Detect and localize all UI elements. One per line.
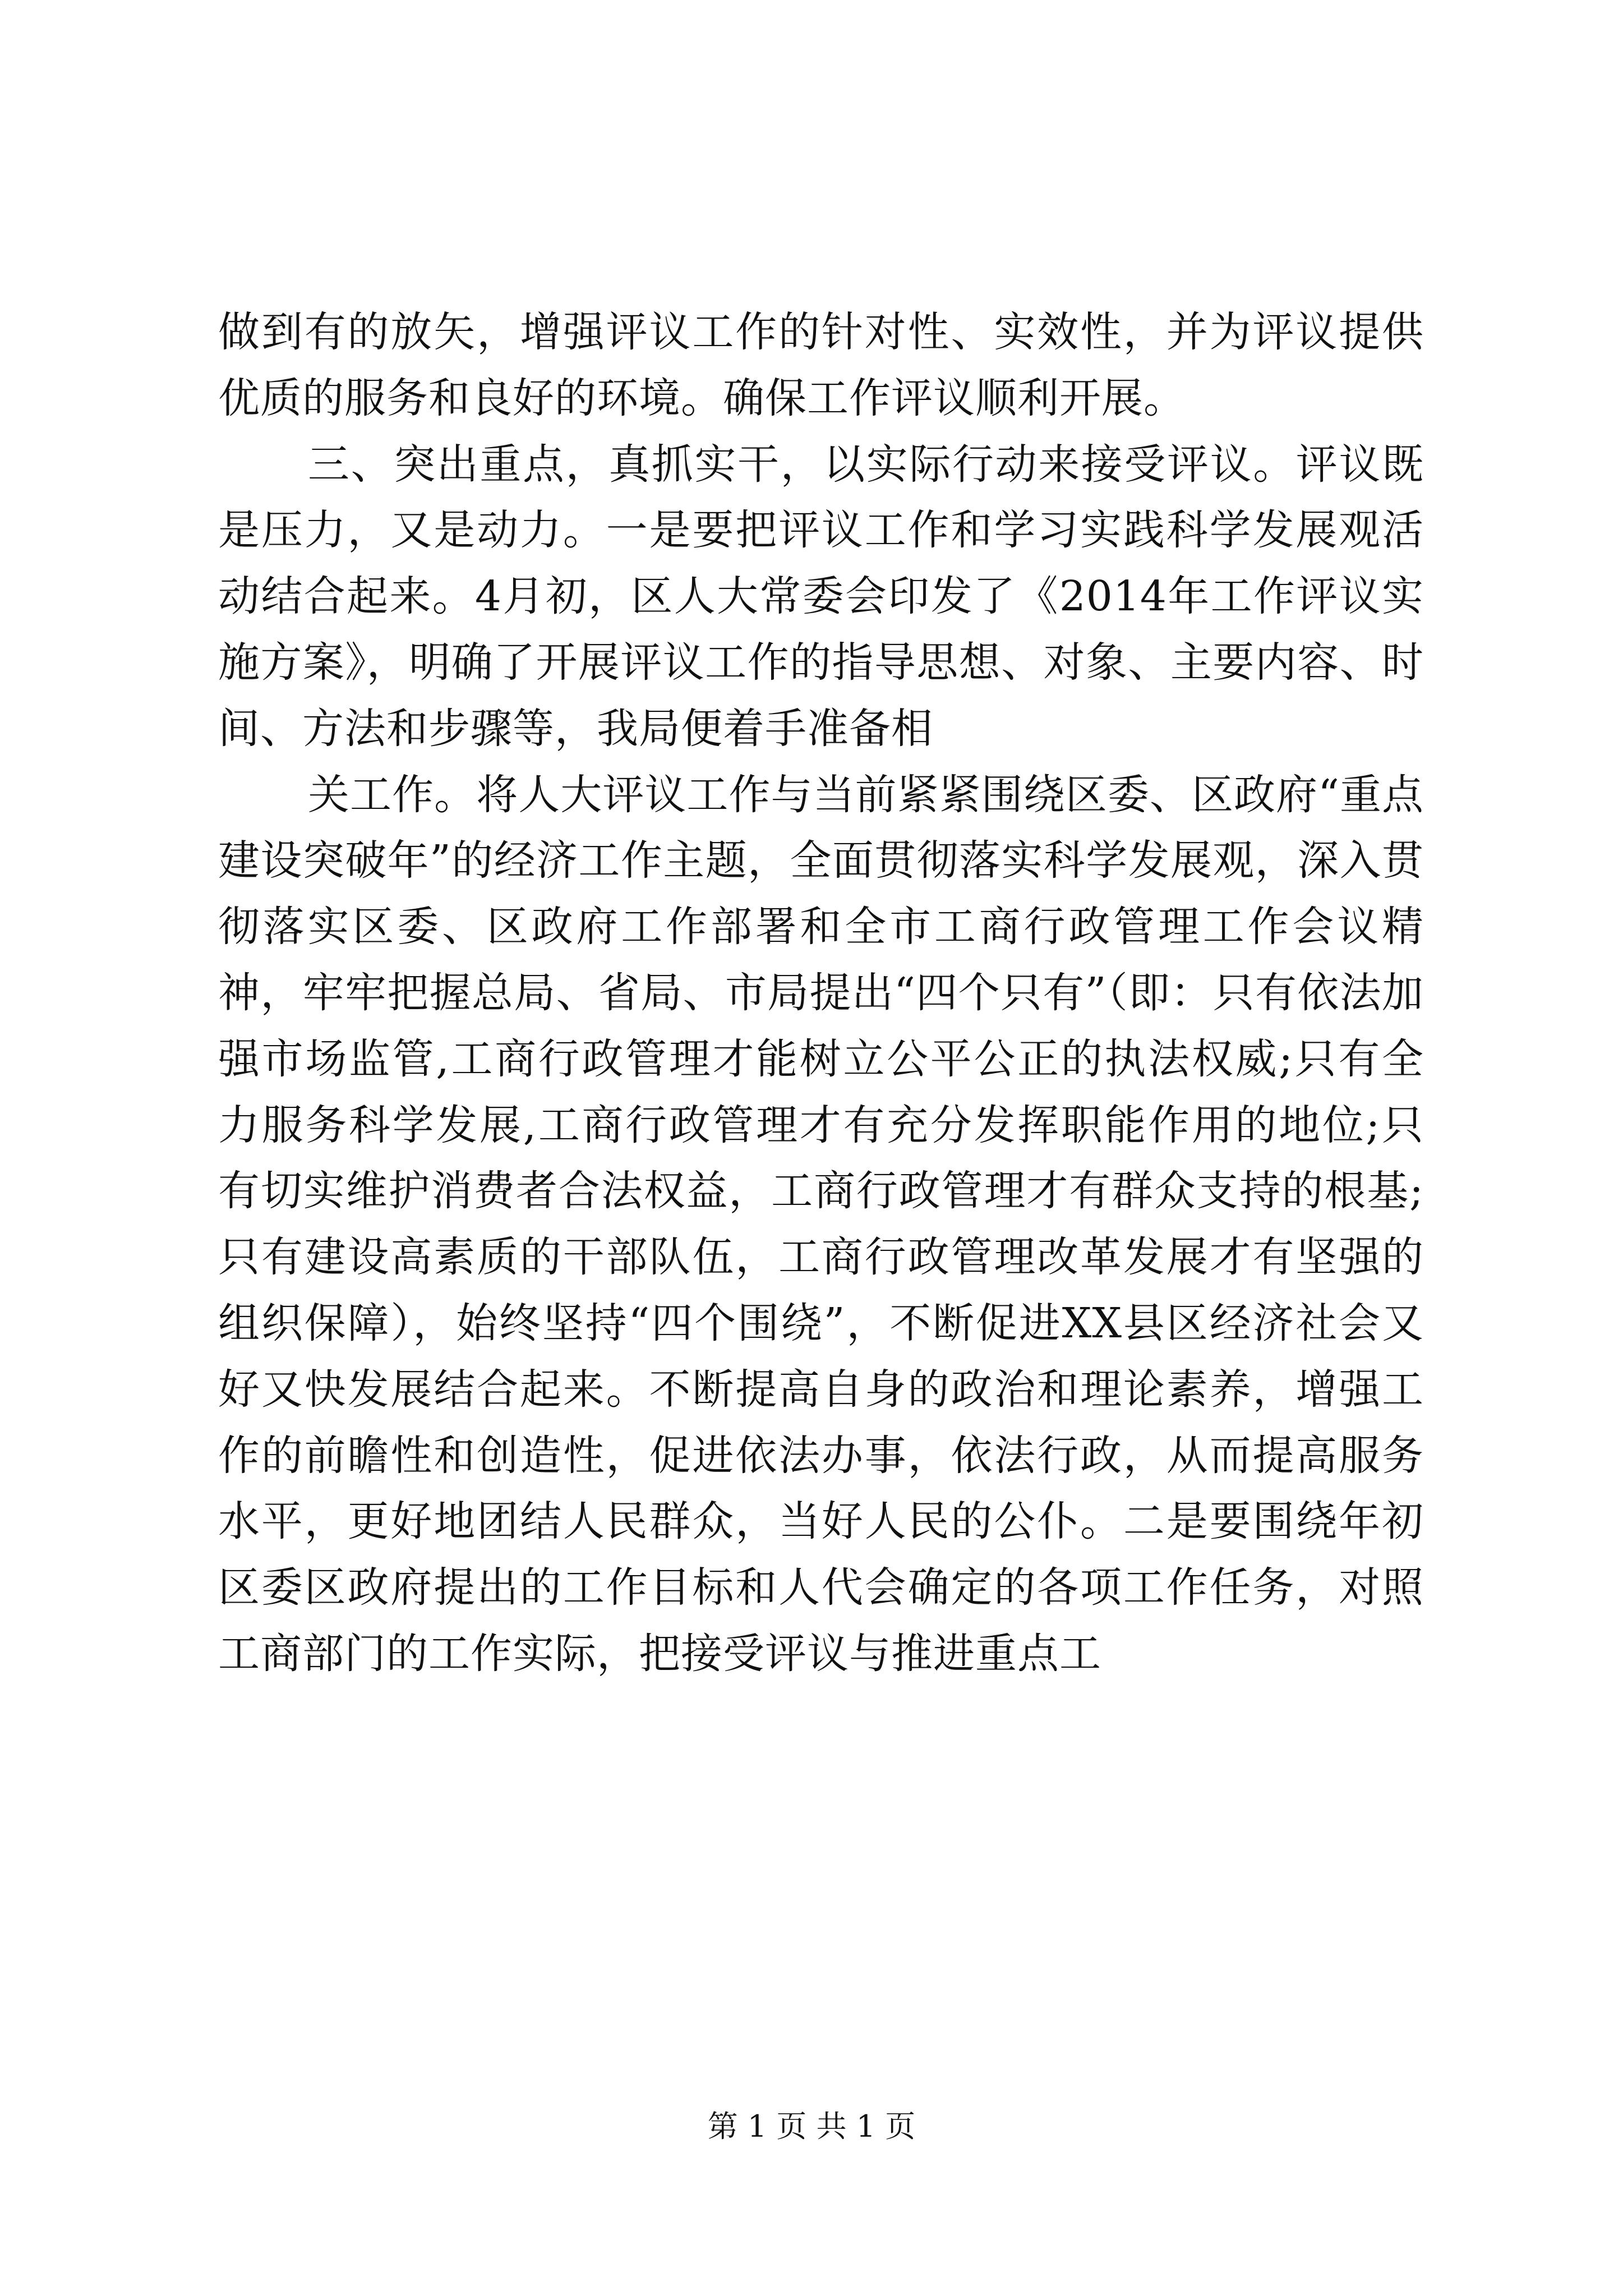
paragraph-section-three: 三、突出重点，真抓实干，以实际行动来接受评议。评议既是压力，又是动力。一是要把评议工作和学习实践科学发展观活动结合起来。4月初，区人大常委会印发了《2014年工作评议实施方案》，明确了开展评议工作的指导思想、对象、主要内容、时间、方法和步骤等，我局便着手准备相: [218, 440, 1424, 753]
page-footer: 第 1 页 共 1 页: [707, 2109, 916, 2144]
paragraph-continuation: 做到有的放矢，增强评议工作的针对性、实效性，并为评议提供优质的服务和良好的环境。确保工作评议顺利开展。: [218, 308, 1424, 422]
document-body: [218, 300, 1424, 1687]
paragraph-related-work: 关工作。将人大评议工作与当前紧紧围绕区委、区政府“重点建设突破年”的经济工作主题，全面贯彻落实科学发展观，深入贯彻落实区委、区政府工作部署和全市工商行政管理工作会议精神，牢牢把握总局、省局、市局提出“四个只有”（即：只有依法加强市场监管,工商行政管理才能树立公平公正的执法权威;只有全力服务科学发展,工商行政管理才有充分发挥职能作用的地位;只有切实维护消费者合法权益，工商行政管理才有群众支持的根基;只有建设高素质的干部队伍，工商行政管理改革发展才有坚强的组织保障），始终坚持“四个围绕”，不断促进XX县区经济社会又好又快发展结合起来。不断提高自身的政治和理论素养，增强工作的前瞻性和创造性，促进依法办事，依法行政，从而提高服务水平，更好地团结人民群众，当好人民的公仆。二是要围绕年初区委区政府提出的工作目标和人代会确定的各项工作任务，对照工商部门的工作实际，把接受评议与推进重点工: [218, 770, 1424, 1678]
